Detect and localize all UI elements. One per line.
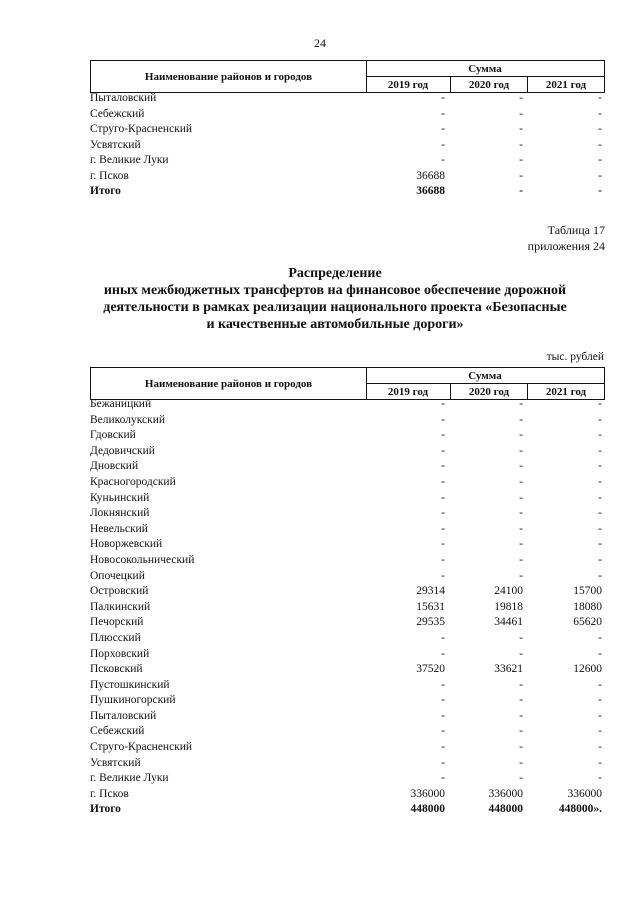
table2-header-2020: 2020 год bbox=[451, 384, 528, 399]
value-2019: - bbox=[441, 154, 445, 166]
value-2021: 65620 bbox=[573, 616, 602, 629]
value-2019: - bbox=[441, 569, 445, 582]
district-name: Итого bbox=[90, 185, 121, 197]
total-row bbox=[90, 184, 605, 200]
table2-header-2021: 2021 год bbox=[545, 385, 587, 398]
table-row bbox=[90, 522, 605, 538]
value-2020: - bbox=[519, 694, 523, 707]
district-name: Струго-Красненский bbox=[90, 741, 193, 754]
value-2020: - bbox=[519, 538, 523, 551]
district-name: Великолукский bbox=[90, 413, 166, 426]
table-row bbox=[90, 693, 605, 709]
value-2019: 36688 bbox=[416, 185, 445, 197]
table-row bbox=[90, 491, 605, 507]
value-2020: 19818 bbox=[494, 600, 523, 613]
table-row bbox=[90, 756, 605, 772]
district-name: Порховский bbox=[90, 647, 150, 660]
value-2020: - bbox=[519, 522, 523, 535]
district-name: Себежский bbox=[90, 107, 145, 120]
value-2019: 29314 bbox=[416, 585, 445, 598]
table-row bbox=[90, 459, 605, 475]
value-2021: - bbox=[598, 522, 602, 535]
value-2019: - bbox=[441, 553, 445, 566]
district-name: г. Псков bbox=[90, 169, 129, 182]
table1-header bbox=[90, 60, 605, 93]
document-title bbox=[60, 265, 610, 333]
table1-header-2019: 2019 год bbox=[366, 77, 451, 92]
district-name: Куньинский bbox=[90, 491, 150, 504]
table-row bbox=[90, 553, 605, 569]
value-2019: - bbox=[441, 107, 445, 120]
table-row bbox=[90, 662, 605, 678]
value-2019: - bbox=[441, 429, 445, 442]
value-2020: - bbox=[519, 553, 523, 566]
value-2020: - bbox=[519, 647, 523, 660]
table1-body bbox=[90, 91, 605, 200]
value-2020: - bbox=[519, 772, 523, 785]
district-name: Себежский bbox=[90, 725, 145, 738]
value-2021: 448000». bbox=[558, 803, 602, 816]
value-2020: - bbox=[519, 507, 523, 520]
value-2020: - bbox=[519, 429, 523, 442]
table-row bbox=[90, 397, 605, 413]
value-2021: - bbox=[598, 123, 602, 135]
table-row bbox=[90, 428, 605, 444]
table-row bbox=[90, 724, 605, 740]
table-row bbox=[90, 91, 605, 107]
value-2019: - bbox=[441, 460, 445, 473]
total-row bbox=[90, 802, 605, 818]
value-2020: - bbox=[519, 569, 523, 582]
district-name: Итого bbox=[90, 803, 121, 816]
table-row bbox=[90, 584, 605, 600]
district-name: Усвятский bbox=[90, 756, 141, 769]
table-row bbox=[90, 787, 605, 803]
table-row bbox=[90, 138, 605, 154]
table-row bbox=[90, 600, 605, 616]
value-2020: - bbox=[519, 725, 523, 738]
value-2019: - bbox=[441, 725, 445, 738]
value-2021: - bbox=[598, 413, 602, 426]
district-name: Бежаницкий bbox=[90, 398, 152, 410]
table-row bbox=[90, 475, 605, 491]
value-2020: - bbox=[519, 444, 523, 457]
table-row bbox=[90, 631, 605, 647]
table2-header-name: Наименование районов и городов bbox=[91, 368, 367, 399]
value-2020: - bbox=[519, 709, 523, 722]
value-2019: 29535 bbox=[416, 616, 445, 629]
value-2021: - bbox=[598, 169, 602, 182]
value-2020: 448000 bbox=[488, 803, 523, 816]
value-2020: 336000 bbox=[488, 787, 523, 800]
value-2021: 336000 bbox=[567, 787, 602, 800]
value-2020: - bbox=[519, 756, 523, 769]
district-name: Псковский bbox=[90, 663, 143, 676]
table-row bbox=[90, 740, 605, 756]
value-2021: - bbox=[598, 475, 602, 488]
value-2019: - bbox=[441, 507, 445, 520]
district-name: Красногородский bbox=[90, 475, 176, 488]
table-row bbox=[90, 537, 605, 553]
value-2021: - bbox=[598, 772, 602, 785]
value-2020: 24100 bbox=[494, 585, 523, 598]
table-row bbox=[90, 771, 605, 787]
value-2020: - bbox=[519, 398, 523, 410]
value-2021: - bbox=[598, 741, 602, 754]
value-2021: - bbox=[598, 553, 602, 566]
value-2020: 34461 bbox=[494, 616, 523, 629]
table2-body bbox=[90, 397, 605, 818]
table-row bbox=[90, 413, 605, 429]
table-row bbox=[90, 107, 605, 123]
district-name: Палкинский bbox=[90, 600, 151, 613]
table-row bbox=[90, 647, 605, 663]
title-line: Распределение bbox=[288, 266, 382, 281]
value-2021: 12600 bbox=[573, 663, 602, 676]
value-2019: - bbox=[441, 741, 445, 754]
value-2020: - bbox=[519, 154, 523, 166]
district-name: Печорский bbox=[90, 616, 144, 629]
value-2019: - bbox=[441, 772, 445, 785]
value-2019: - bbox=[441, 398, 445, 410]
value-2021: - bbox=[598, 694, 602, 707]
value-2020: - bbox=[519, 138, 523, 151]
value-2021: - bbox=[598, 538, 602, 551]
value-2021: - bbox=[598, 429, 602, 442]
value-2021: - bbox=[598, 756, 602, 769]
value-2021: - bbox=[598, 725, 602, 738]
value-2019: 15631 bbox=[416, 600, 445, 613]
value-2021: - bbox=[598, 138, 602, 151]
value-2019: - bbox=[441, 522, 445, 535]
value-2020: - bbox=[519, 678, 523, 691]
value-2019: 448000 bbox=[410, 803, 445, 816]
value-2019: - bbox=[441, 631, 445, 644]
value-2019: - bbox=[441, 138, 445, 151]
value-2019: - bbox=[441, 678, 445, 691]
value-2020: - bbox=[519, 631, 523, 644]
value-2021: - bbox=[598, 92, 602, 104]
value-2019: - bbox=[441, 444, 445, 457]
value-2021: - bbox=[598, 107, 602, 120]
page-number: 24 bbox=[314, 36, 326, 50]
table-row bbox=[90, 615, 605, 631]
table1-header-name: Наименование районов и городов bbox=[91, 61, 367, 92]
value-2019: 336000 bbox=[410, 787, 445, 800]
table2-header-sum: Сумма bbox=[366, 368, 604, 384]
district-name: Пустошкинский bbox=[90, 678, 170, 691]
value-2019: 37520 bbox=[416, 663, 445, 676]
value-2021: - bbox=[598, 398, 602, 410]
district-name: Пыталовский bbox=[90, 709, 157, 722]
table2-header bbox=[90, 367, 605, 400]
district-name: Струго-Красненский bbox=[90, 123, 193, 135]
value-2020: - bbox=[519, 491, 523, 504]
value-2021: 18080 bbox=[573, 600, 602, 613]
value-2021: - bbox=[598, 185, 602, 197]
district-name: Дедовичский bbox=[90, 444, 155, 457]
value-2019: - bbox=[441, 475, 445, 488]
district-name: г. Псков bbox=[90, 787, 129, 800]
value-2019: - bbox=[441, 92, 445, 104]
value-2020: - bbox=[519, 92, 523, 104]
value-2020: - bbox=[519, 475, 523, 488]
table2-header-2019: 2019 год bbox=[366, 384, 451, 399]
value-2019: - bbox=[441, 538, 445, 551]
value-2021: - bbox=[598, 569, 602, 582]
value-2020: 33621 bbox=[494, 663, 523, 676]
title-line: деятельности в рамках реализации национального проекта «Безопасные bbox=[103, 300, 567, 315]
district-name: Островский bbox=[90, 585, 149, 598]
value-2020: - bbox=[519, 185, 523, 197]
value-2021: - bbox=[598, 460, 602, 473]
value-2021: 15700 bbox=[573, 585, 602, 598]
district-name: Невельский bbox=[90, 522, 148, 535]
table1-header-2021: 2021 год bbox=[545, 78, 587, 91]
district-name: Гдовский bbox=[90, 429, 136, 442]
value-2021: - bbox=[598, 678, 602, 691]
table-row bbox=[90, 569, 605, 585]
value-2021: - bbox=[598, 631, 602, 644]
value-2019: - bbox=[441, 123, 445, 135]
district-name: г. Великие Луки bbox=[90, 772, 169, 785]
value-2019: - bbox=[441, 756, 445, 769]
table-caption: Таблица 17 bbox=[547, 223, 605, 237]
value-2020: - bbox=[519, 169, 523, 182]
table-row bbox=[90, 678, 605, 694]
value-2021: - bbox=[598, 444, 602, 457]
district-name: Новосокольнический bbox=[90, 553, 195, 566]
table-row bbox=[90, 169, 605, 185]
value-2021: - bbox=[598, 154, 602, 166]
table-row bbox=[90, 444, 605, 460]
table-row bbox=[90, 122, 605, 138]
table-row bbox=[90, 506, 605, 522]
value-2019: - bbox=[441, 694, 445, 707]
value-2021: - bbox=[598, 491, 602, 504]
district-name: Пыталовский bbox=[90, 92, 157, 104]
title-line: иных межбюджетных трансфертов на финансовое обеспечение дорожной bbox=[103, 283, 567, 298]
table1-header-2020: 2020 год bbox=[451, 77, 528, 92]
value-2019: 36688 bbox=[416, 169, 445, 182]
value-2020: - bbox=[519, 123, 523, 135]
district-name: Новоржевский bbox=[90, 538, 163, 551]
value-2020: - bbox=[519, 741, 523, 754]
value-2020: - bbox=[519, 460, 523, 473]
value-2019: - bbox=[441, 413, 445, 426]
value-2021: - bbox=[598, 709, 602, 722]
title-line: и качественные автомобильные дороги» bbox=[206, 317, 464, 332]
district-name: Плюсский bbox=[90, 631, 141, 644]
district-name: Опочецкий bbox=[90, 569, 145, 582]
value-2020: - bbox=[519, 413, 523, 426]
value-2021: - bbox=[598, 507, 602, 520]
district-name: Дновский bbox=[90, 460, 139, 473]
district-name: г. Великие Луки bbox=[90, 154, 169, 166]
value-2019: - bbox=[441, 647, 445, 660]
appendix-caption: приложения 24 bbox=[527, 239, 605, 253]
district-name: Пушкиногорский bbox=[90, 694, 176, 707]
district-name: Усвятский bbox=[90, 138, 141, 151]
table-row bbox=[90, 709, 605, 725]
value-2021: - bbox=[598, 647, 602, 660]
table1-header-sum: Сумма bbox=[366, 61, 604, 77]
district-name: Локнянский bbox=[90, 507, 150, 520]
value-2019: - bbox=[441, 491, 445, 504]
value-2019: - bbox=[441, 709, 445, 722]
table-row bbox=[90, 153, 605, 169]
value-2020: - bbox=[519, 107, 523, 120]
units-label: тыс. рублей bbox=[546, 351, 604, 363]
